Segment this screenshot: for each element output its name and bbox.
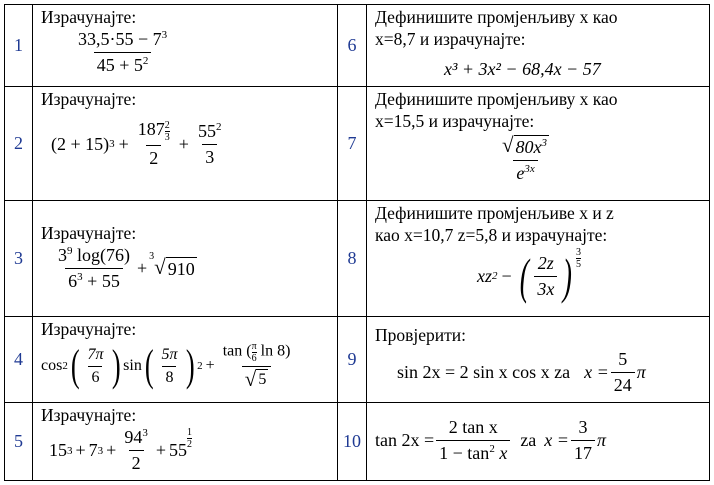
task-label: Израчунајте: [41, 7, 137, 27]
expression: √ $80x^3$ $e^{3x}$ [502, 133, 548, 183]
task-cell [367, 403, 710, 481]
task-text: Дефинишите промјенљиве x и z [375, 203, 614, 223]
task-cell [367, 201, 710, 317]
task-cell [33, 403, 338, 481]
task-text: Дефинишите промјенљиву x као [375, 89, 618, 109]
expression: 15 3 + 7 3 + $\frac{94^3}{2}$ + 55 1 2 [49, 427, 192, 473]
task-number: 10 [338, 403, 367, 481]
table-row [5, 403, 710, 481]
table-row [5, 317, 710, 403]
task-number: 2 [5, 87, 33, 201]
task-number: 7 [338, 87, 367, 201]
expression: (2 + 15) 3 + 187 $\frac{2}{3}$ 2 + $\frac{55^2}{3}$ [51, 119, 222, 168]
table-row [5, 5, 710, 87]
task-cell [367, 5, 710, 87]
expression: x³ + 3x² − 68,4x − 57 [444, 59, 601, 79]
expression: cos 2 ( $\frac{7\pi}{6}$ ) sin ( $\frac{5\pi}{8}$ ) 2 + tan ( $\frac{\pi}{6}$ ln 8) √ 5 [41, 341, 291, 391]
task-cell [33, 5, 338, 87]
expression: xz 2 − ( $\frac{2z}{3x}$ ) 3 5 [477, 247, 581, 304]
task-label: Израчунајте: [41, 319, 137, 339]
expression: tan 2x = $\frac{\text{2 tan x}}{1 - \tan^2 x}$ za x = $\frac{3}{17}$ π [375, 417, 606, 463]
task-number: 8 [338, 201, 367, 317]
task-cell [33, 317, 338, 403]
task-text: Дефинишите промјенљиву x као [375, 7, 618, 27]
task-cell [367, 317, 710, 403]
task-cell [33, 201, 338, 317]
task-text: x=15,5 и израчунајте: [375, 111, 535, 131]
task-number: 1 [5, 5, 33, 87]
task-cell [367, 87, 710, 201]
exercise-table [4, 4, 710, 481]
task-number: 5 [5, 403, 33, 481]
expression: $\frac{3^9 \log(76)}{6^3 + 55}$ + 3 √ 910 [58, 245, 195, 291]
task-label: Израчунајте: [41, 405, 137, 425]
expression: $\frac{33,5\cdot 55 - 7^3}{45 + 5^2}$ [78, 29, 168, 75]
expression: sin 2x = 2 sin x cos x za x = $\frac{5}{24}$ π [397, 349, 646, 395]
task-label: Израчунајте: [41, 89, 137, 109]
task-label: Израчунајте: [41, 223, 137, 243]
table-row [5, 87, 710, 201]
table-row [5, 201, 710, 317]
task-number: 9 [338, 317, 367, 403]
task-number: 3 [5, 201, 33, 317]
task-number: 4 [5, 317, 33, 403]
task-text: као x=10,7 z=5,8 и израчунајте: [375, 225, 608, 245]
task-text: Провјерити: [375, 325, 467, 345]
task-number: 6 [338, 5, 367, 87]
task-cell [33, 87, 338, 201]
task-text: x=8,7 и израчунајте: [375, 29, 526, 49]
